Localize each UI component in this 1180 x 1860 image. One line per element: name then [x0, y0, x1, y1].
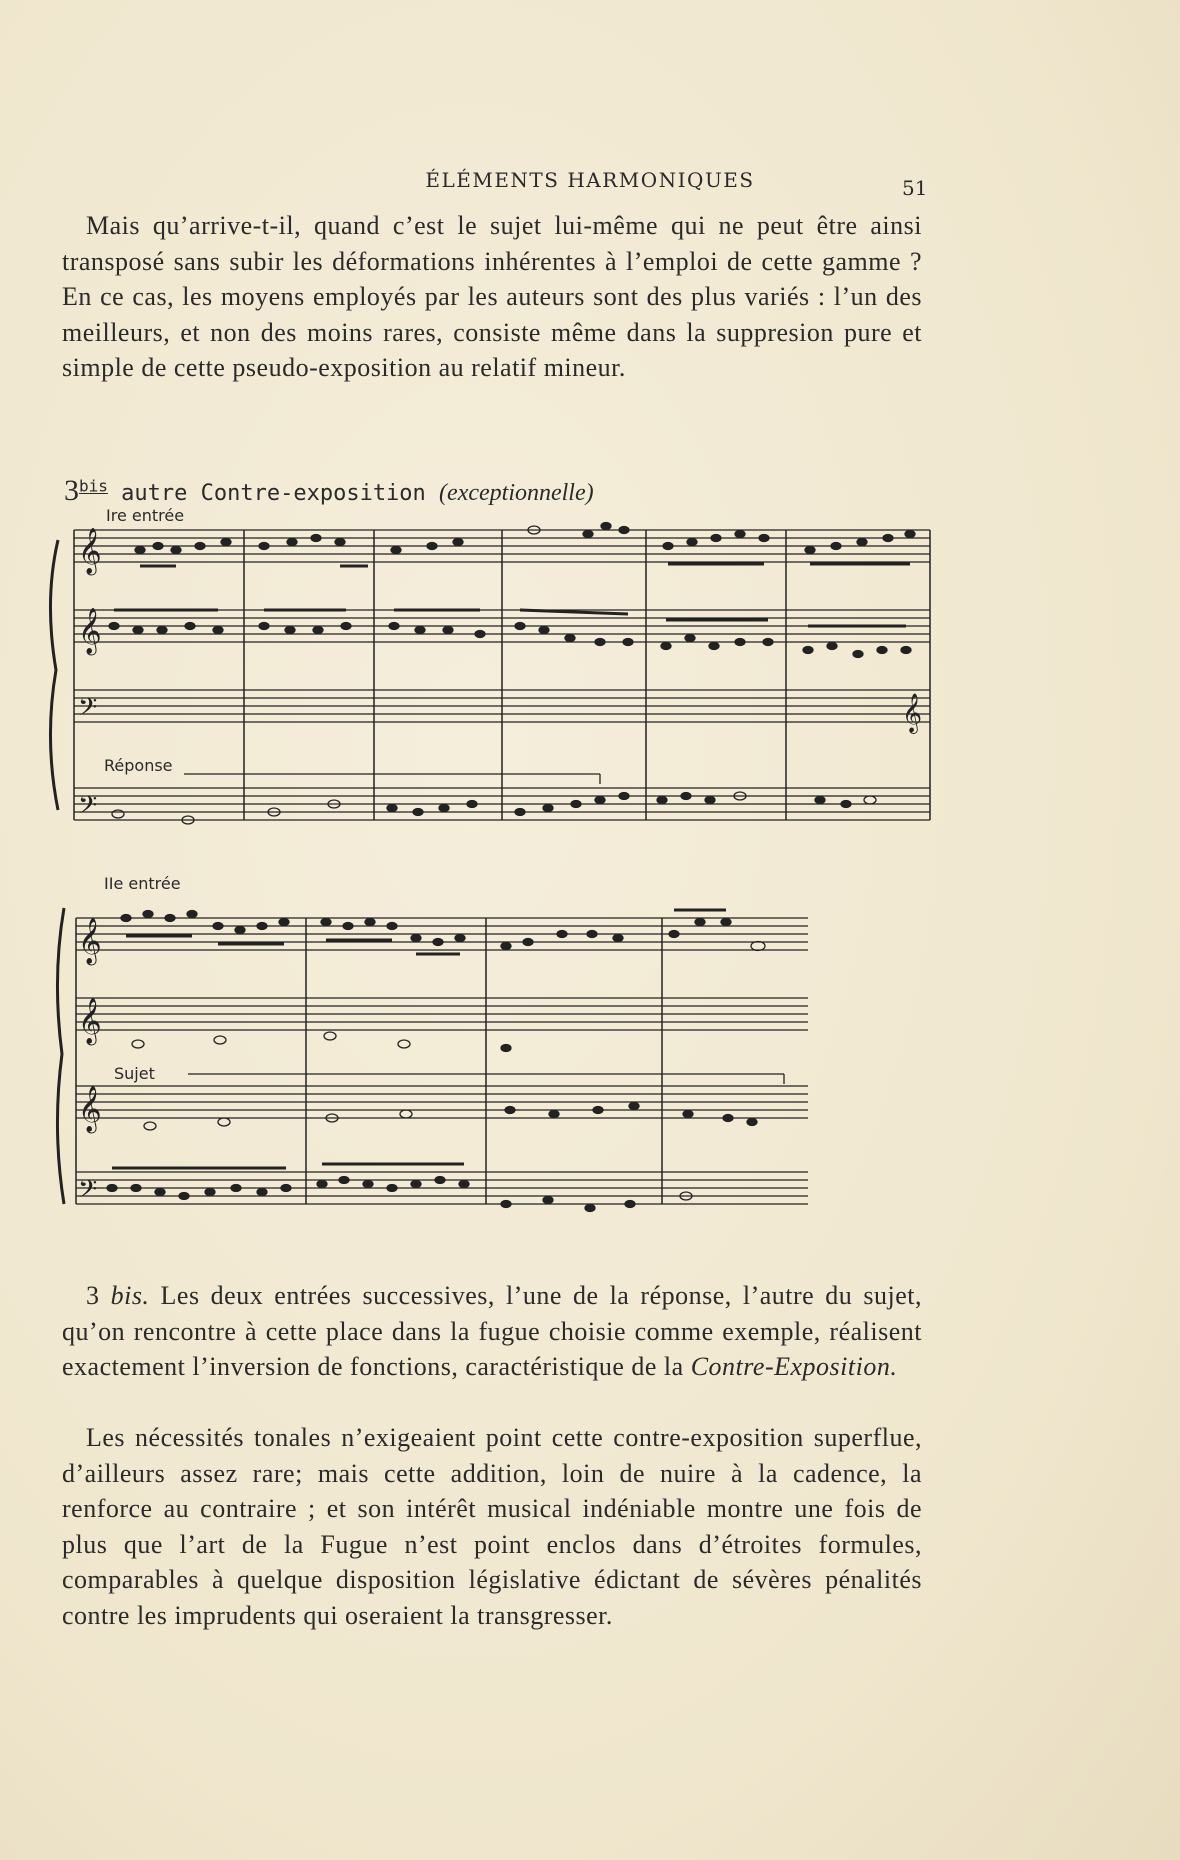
music-system-2 [52, 898, 822, 1214]
staff-3 [76, 1086, 808, 1118]
running-head: ÉLÉMENTS HARMONIQUES [425, 168, 755, 192]
system-brace [50, 540, 58, 810]
bass-clef-icon: 𝄢 [78, 1175, 98, 1210]
first-entry-label: Ire entrée [106, 506, 185, 525]
page-number: 51 [902, 176, 928, 200]
commentary-paragraph-1 [62, 1278, 922, 1385]
bass-clef-icon: 𝄢 [78, 791, 98, 826]
response-label: Réponse [104, 756, 173, 775]
staff-2 [76, 998, 808, 1030]
treble-clef-icon: 𝄞 [78, 1086, 102, 1132]
treble-clef-icon: 𝄞 [78, 998, 102, 1044]
treble-clef-icon: 𝄞 [902, 693, 923, 733]
bass-clef-icon: 𝄢 [78, 693, 98, 728]
treble-clef-icon: 𝄞 [78, 528, 102, 574]
commentary-p1-italic: Contre-Exposition. [690, 1352, 898, 1381]
beams-system-2 [112, 910, 726, 1168]
barlines [76, 918, 662, 1204]
treble-clef-icon: 𝄞 [78, 918, 102, 964]
treble-clef-icon: 𝄞 [78, 608, 102, 654]
notes-system-2 [107, 911, 765, 1212]
barlines [74, 530, 930, 820]
commentary-lead-number: 3 [86, 1281, 100, 1310]
example-caption [64, 474, 594, 508]
system-brace [57, 908, 64, 1204]
example-caption-italic: (exceptionnelle) [439, 480, 594, 506]
example-number: 3 [64, 474, 79, 507]
intro-paragraph: Mais qu’arrive-t-il, quand c’est le sujet lui-même qui ne peut être ainsi transposé sans subir les déformations inhérentes à l’emploi de cette gamme ? En ce cas, les moyens employés par les auteurs sont des plus variés : l’un des meilleurs, et non des moins rares, consiste même dans la suppresion pure et simple de cette pseudo-exposition au relatif mineur. [62, 211, 922, 382]
notes-system-1 [109, 523, 915, 825]
second-entry-label: IIe entrée [104, 874, 181, 893]
commentary-p1-text: Les deux entrées successives, l’une de la réponse, l’autre du sujet, qu’on rencontre à cette place dans la fugue choisie comme exemple, réalisent exactement l’inversion de fonctions, caractéristique de la [62, 1281, 923, 1381]
example-caption-text: autre Contre-exposition [121, 481, 426, 506]
example-number-sup: bis [79, 476, 108, 496]
music-system-1 [40, 520, 940, 830]
commentary-lead-italic: bis. [110, 1281, 150, 1310]
commentary-paragraph-2: Les nécessités tonales n’exigeaient point cette contre-exposition superflue, d’ailleurs assez rare; mais cette addition, loin de nuire à la cadence, la renforce au contraire ; et son intérêt musical indéniable montre une fois de plus que l’art de la Fugue n’est point enclos dans d’étroites formules, comparables à quelque disposition législative édictant de sévères pénalités contre les imprudents qui oseraient la transgresser. [62, 1423, 922, 1630]
subject-label: Sujet [114, 1064, 155, 1083]
